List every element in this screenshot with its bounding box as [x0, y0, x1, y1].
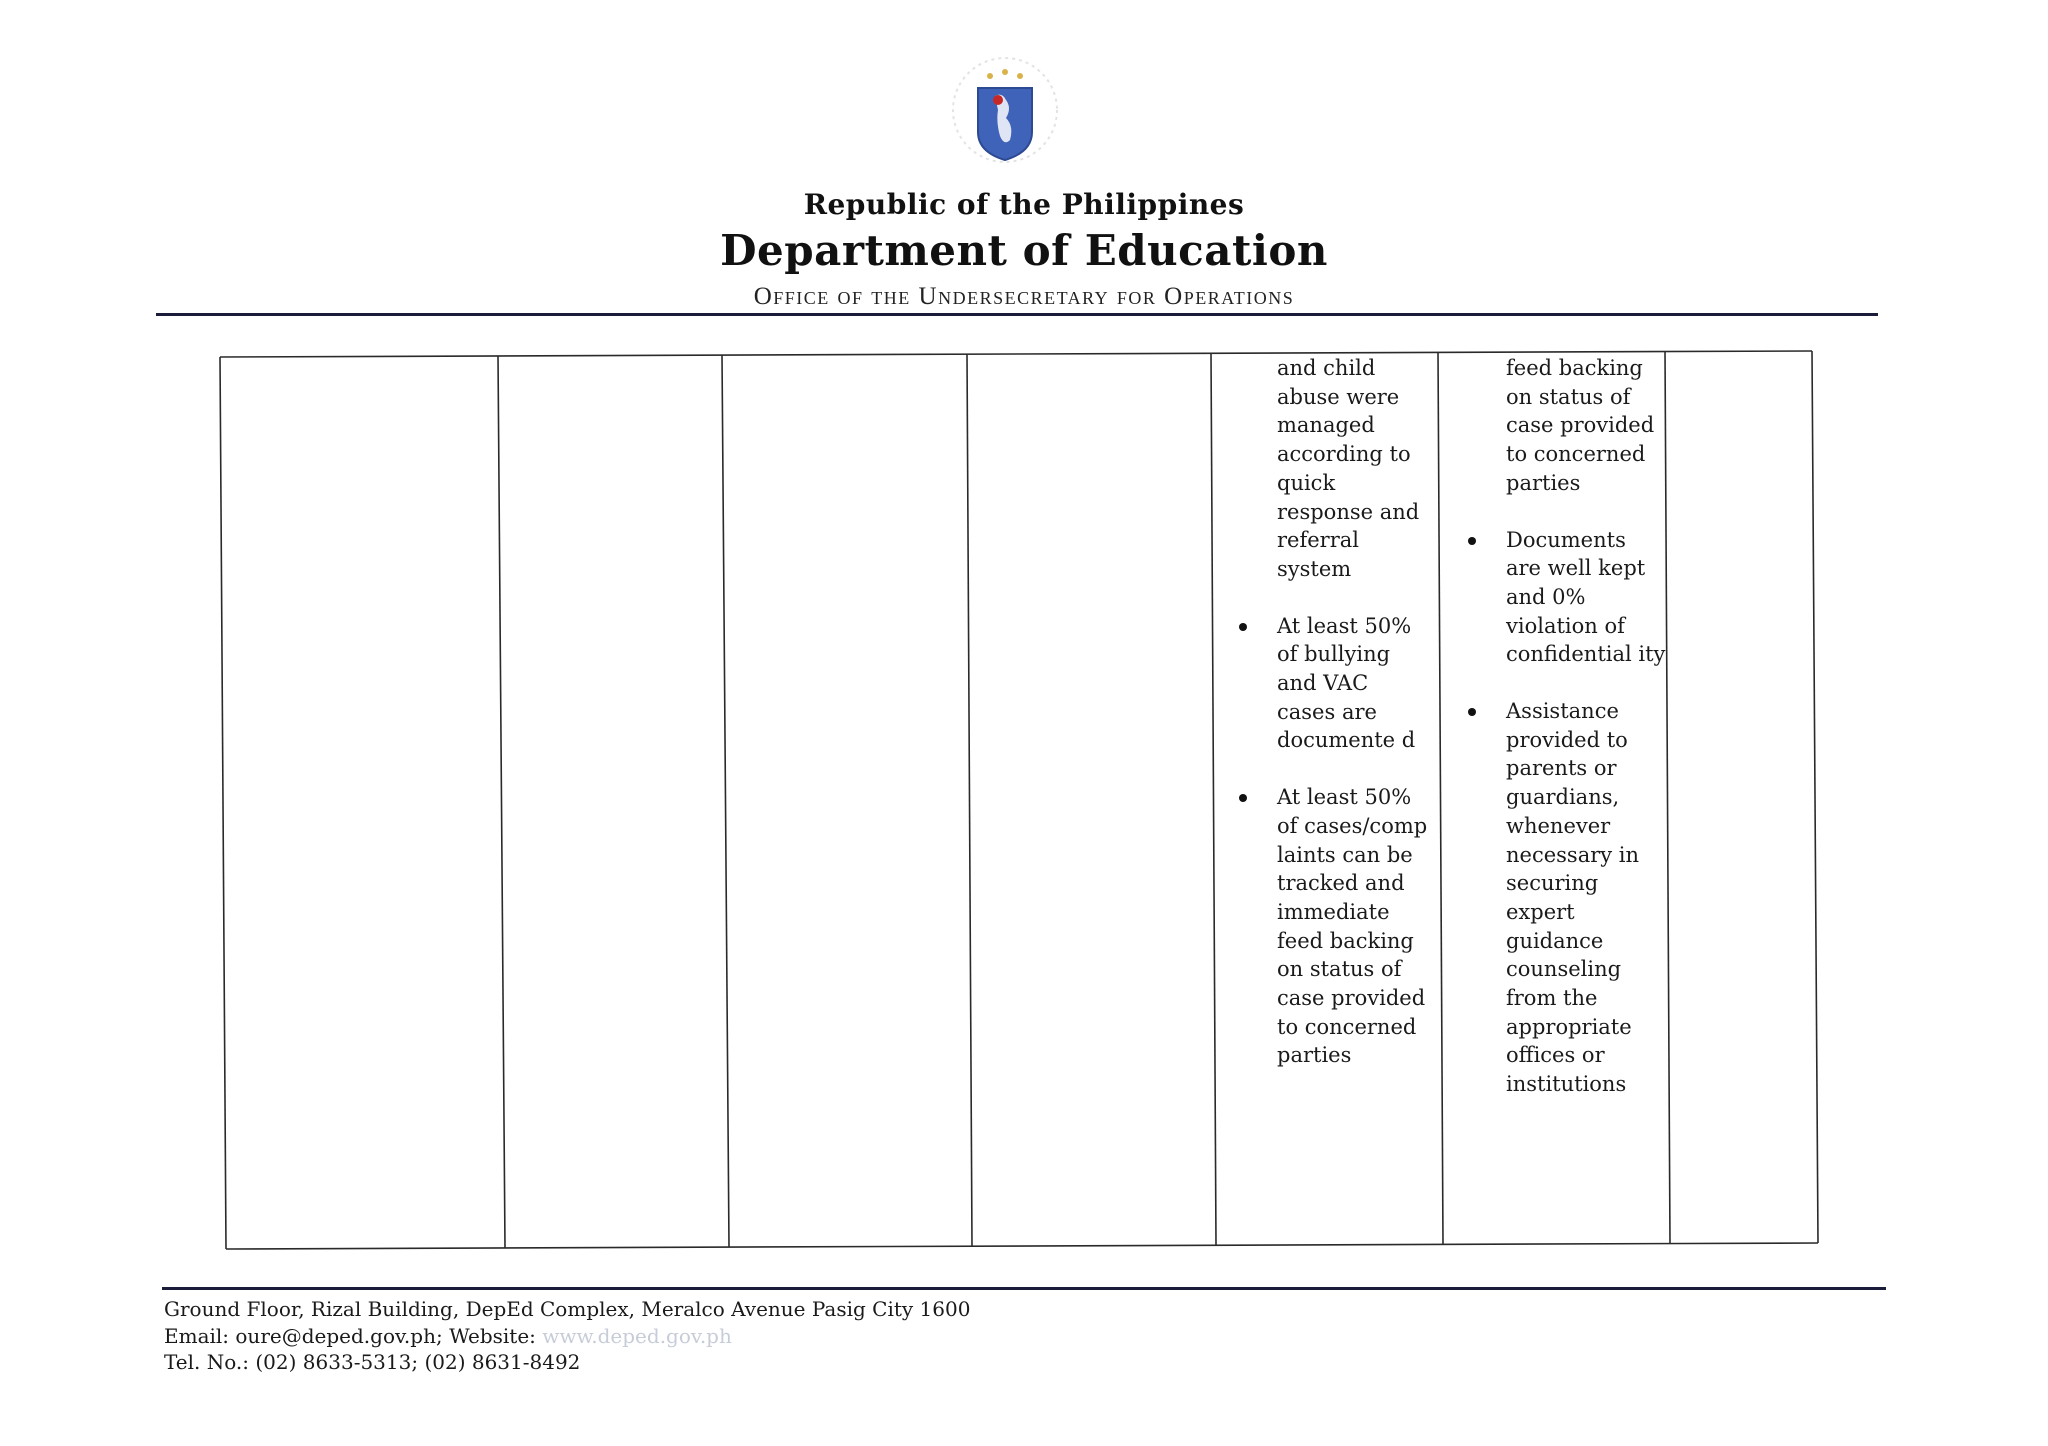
republic-heading: Republic of the Philippines — [803, 188, 1245, 221]
department-heading: Department of Education — [720, 226, 1328, 275]
list-item: At least 50% of bullying and VAC cases are documente d — [1277, 612, 1432, 756]
list-item: and child abuse were managed according to quick response and referral system — [1277, 356, 1420, 581]
list-item: feed backing on status of case provided to concerned parties — [1506, 356, 1655, 495]
email-link[interactable]: oure@deped.gov.ph — [235, 1323, 436, 1348]
indicator-list — [1277, 354, 1432, 1070]
footer — [164, 1296, 970, 1376]
website-link[interactable]: www.deped.gov.ph — [542, 1323, 732, 1348]
deped-seal-logo — [940, 52, 1070, 164]
footer-telephone: Tel. No.: (02) 8633-5313; (02) 8631-8492 — [164, 1350, 581, 1374]
footer-address: Ground Floor, Rizal Building, DepEd Complex, Meralco Avenue Pasig City 1600 — [164, 1297, 971, 1321]
table-cell-outcomes — [1506, 354, 1666, 1099]
list-item: Documents are well kept and 0% violation of confidential ity — [1506, 526, 1666, 670]
footer-rule — [162, 1287, 1886, 1290]
table-cell-indicators — [1277, 354, 1432, 1070]
list-item: At least 50% of cases/comp laints can be tracked and immediate feed backing on status of case provided to concerned parties — [1277, 783, 1432, 1070]
list-item: Assistance provided to parents or guardians, whenever necessary in securing expert guidance counseling from the appropriate offices or institutions — [1506, 697, 1666, 1099]
email-label: Email: — [164, 1323, 236, 1348]
footer-contact — [164, 1323, 970, 1350]
header-rule — [156, 313, 1878, 316]
website-label: ; Website: — [435, 1323, 543, 1348]
office-heading: Office of the Undersecretary for Operations — [753, 283, 1295, 310]
outcome-list — [1506, 354, 1666, 1099]
